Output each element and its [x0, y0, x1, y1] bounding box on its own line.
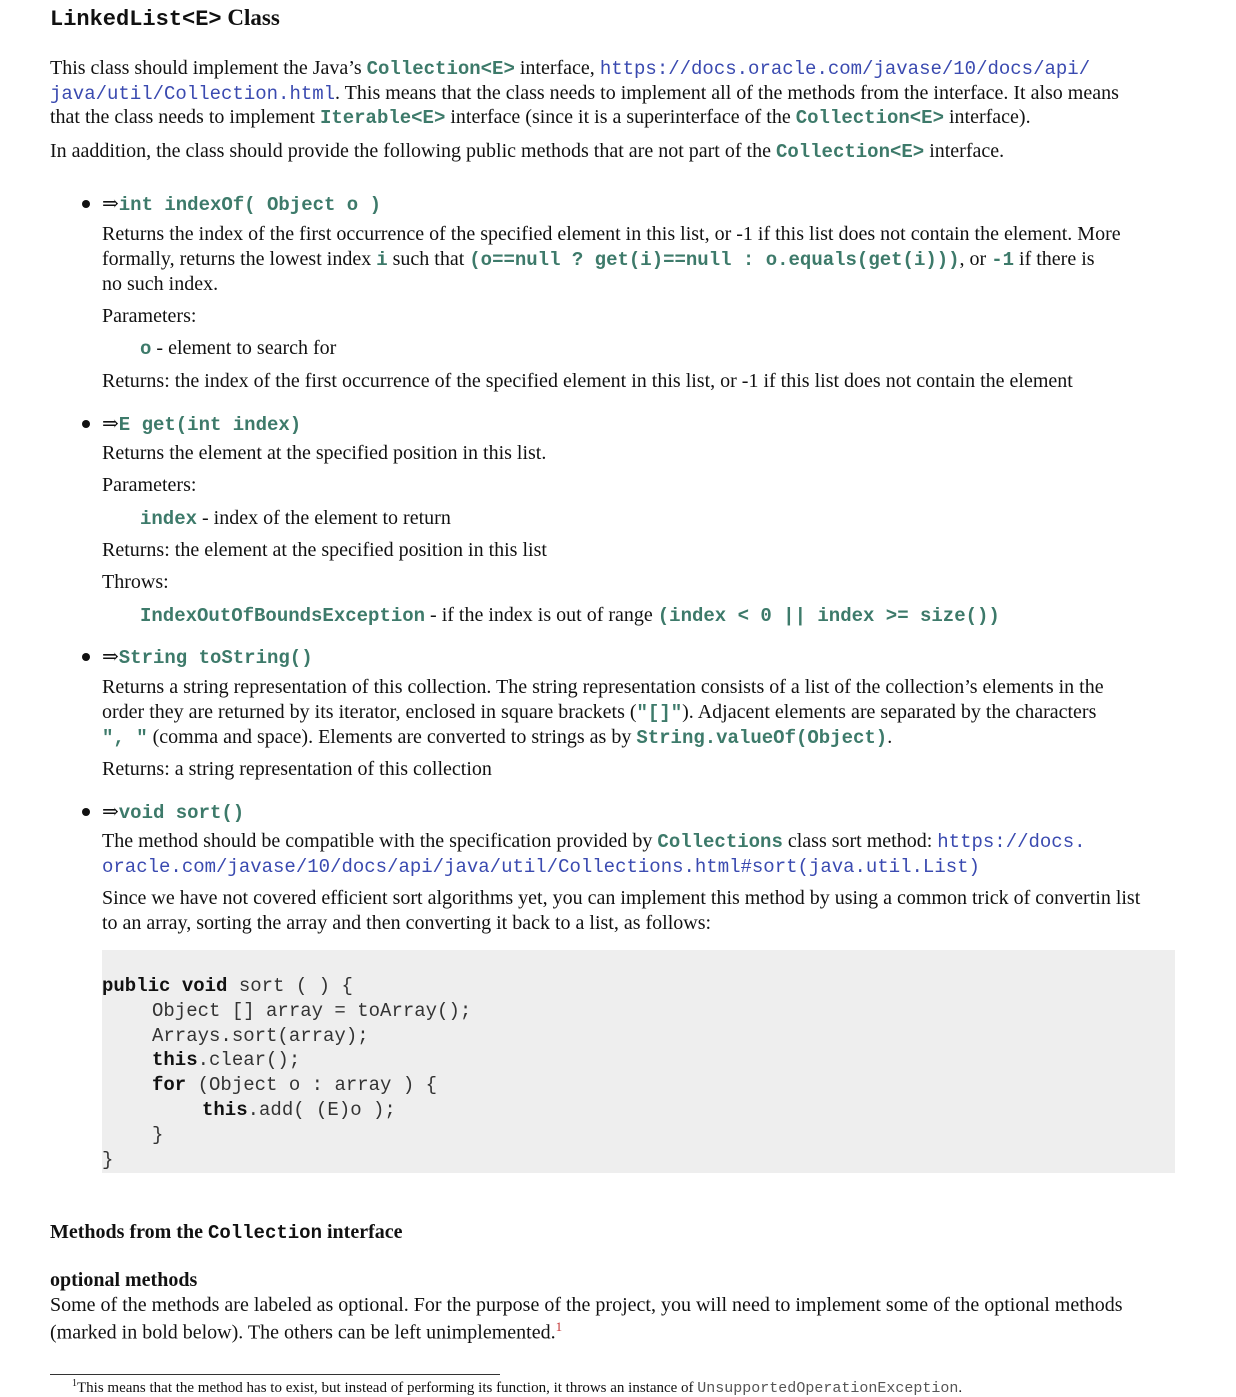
inline-code: (index < 0 || index >= size()) [657, 605, 1000, 627]
inline-code: Collection<E> [795, 107, 944, 129]
text: . [887, 726, 893, 748]
inline-code: ", " [102, 727, 148, 749]
text: order they are returned by its iterator, enclosed in square brackets ( [102, 701, 637, 723]
title-code: LinkedList<E> [50, 7, 222, 32]
text: such that [387, 248, 470, 270]
method-signature-sort [102, 799, 244, 824]
m1-desc-3: no such index. [102, 273, 219, 295]
inline-code: (o==null ? get(i)==null : o.equals(get(i))) [469, 249, 960, 271]
arrow-icon: ⇒ [102, 413, 119, 435]
footnote-text: This means that the method has to exist, but instead of performing its function, it throws an instance of [77, 1380, 698, 1396]
code-block [102, 950, 1175, 1173]
code-line [152, 1049, 300, 1071]
code-text: .add( (E)o ); [247, 1099, 396, 1121]
footnote-ref[interactable]: 1 [555, 1319, 563, 1334]
m3-desc-1: Returns a string representation of this collection. The string representation consists of a list of the collection’s elements in the [102, 676, 1104, 698]
method-signature-tostring [102, 644, 313, 669]
intro-text: interface (since it is a superinterface of the [445, 106, 796, 128]
section-heading [50, 1221, 403, 1244]
m3-desc-2 [102, 701, 1096, 724]
collection-doc-link-cont[interactable]: java/util/Collection.html [50, 83, 336, 105]
optional-text-2 [50, 1319, 562, 1345]
code-line: } [152, 1124, 164, 1146]
intro-text: In aaddition, the class should provide the following public methods that are not part of the [50, 140, 776, 162]
optional-text-1: Some of the methods are labeled as optional. For the purpose of the project, you will need to implement some of the optional methods [50, 1294, 1123, 1316]
intro-text: interface. [924, 140, 1005, 162]
heading-code: Collection [207, 1222, 322, 1244]
m1-desc-1: Returns the index of the first occurrence of the specified element in this list, or -1 if this list does not contain the element. More [102, 223, 1121, 245]
signature-code: void sort() [118, 802, 245, 824]
text: (marked in bold below). The others can be left unimplemented. [50, 1321, 556, 1344]
inline-code: "[]" [636, 702, 683, 724]
heading-text: interface [321, 1221, 403, 1243]
m2-param [140, 507, 451, 530]
signature-code: E get(int index) [118, 414, 302, 436]
inline-code: Iterable<E> [319, 107, 446, 129]
m4-desc-4: to an array, sorting the array and then converting it back to a list, as follows: [102, 912, 712, 934]
keyword: this [202, 1099, 248, 1121]
m1-desc-2 [102, 248, 1095, 271]
signature-code: String toString() [118, 647, 313, 669]
signature-code: int indexOf( Object o ) [118, 194, 382, 216]
code-line: Arrays.sort(array); [152, 1025, 369, 1047]
throws-desc: - if the index is out of range [425, 604, 658, 626]
intro-line-1 [50, 57, 1090, 80]
text: class sort method: [782, 830, 938, 852]
heading-text: Methods from the [50, 1221, 208, 1243]
arrow-icon: ⇒ [102, 801, 119, 823]
bullet [82, 653, 90, 661]
inline-code: Collection<E> [366, 58, 515, 80]
footnote-text: . [958, 1380, 963, 1396]
param-desc: - element to search for [151, 337, 337, 359]
param-name: o [140, 338, 152, 360]
footnote [72, 1378, 962, 1397]
bullet [82, 808, 90, 816]
text: The method should be compatible with the specification provided by [102, 830, 658, 852]
intro-line-3 [50, 106, 1031, 129]
inline-code: i [376, 249, 388, 271]
page-title [50, 5, 280, 32]
text: (comma and space). Elements are converted to strings as by [147, 726, 637, 748]
m4-desc-3: Since we have not covered efficient sort algorithms yet, you can implement this method by using a common trick of convertin list [102, 887, 1141, 909]
keyword: this [152, 1049, 198, 1071]
title-word: Class [227, 5, 280, 30]
m2-desc-1: Returns the element at the specified position in this list. [102, 442, 547, 464]
keyword: public void [102, 975, 228, 997]
intro-line-2 [50, 82, 1119, 105]
footnote-rule [50, 1374, 500, 1375]
method-signature-indexof [102, 191, 381, 216]
code-line [102, 975, 353, 997]
code-line [202, 1099, 396, 1121]
sort-doc-link-cont[interactable]: oracle.com/javase/10/docs/api/java/util/Collections.html#sort(java.util.List) [102, 856, 980, 878]
text: if there is [1014, 248, 1095, 270]
m3-returns: Returns: a string representation of this collection [102, 758, 492, 780]
intro-text: . This means that the class needs to implement all of the methods from the interface. It also means [335, 82, 1119, 104]
sort-doc-link[interactable]: https://docs. [937, 831, 1086, 853]
code-line: } [102, 1149, 114, 1171]
text: ). Adjacent elements are separated by the characters [682, 701, 1097, 723]
intro-text: interface). [943, 106, 1031, 128]
exception-name: IndexOutOfBoundsException [140, 605, 426, 627]
m1-returns: Returns: the index of the first occurrence of the specified element in this list, or -1 if this list does not contain the element [102, 370, 1073, 392]
intro-text: interface, [514, 57, 600, 79]
code-text: .clear(); [197, 1049, 301, 1071]
m4-desc-2 [102, 855, 980, 878]
param-desc: - index of the element to return [197, 507, 451, 529]
m2-throws-item [140, 604, 1000, 627]
inline-code: -1 [991, 249, 1015, 271]
arrow-icon: ⇒ [102, 193, 119, 215]
arrow-icon: ⇒ [102, 646, 119, 668]
m2-returns: Returns: the element at the specified position in this list [102, 539, 547, 561]
code-line: Object [] array = toArray(); [152, 1000, 472, 1022]
footnote-mark: 1 [72, 1378, 77, 1389]
collection-doc-link[interactable]: https://docs.oracle.com/javase/10/docs/api/ [599, 58, 1091, 80]
intro-line-4 [50, 140, 1004, 163]
m1-param [140, 337, 336, 360]
intro-text: that the class needs to implement [50, 106, 320, 128]
method-signature-get [102, 411, 301, 436]
text: formally, returns the lowest index [102, 248, 377, 270]
optional-heading: optional methods [50, 1269, 198, 1291]
m2-throws-label: Throws: [102, 571, 169, 593]
inline-code: String.valueOf(Object) [636, 727, 888, 749]
code-line [152, 1074, 437, 1096]
footnote-code: UnsupportedOperationException [697, 1380, 959, 1397]
m4-desc-1 [102, 830, 1086, 853]
bullet [82, 200, 90, 208]
code-text: (Object o : array ) { [186, 1074, 438, 1096]
bullet [82, 420, 90, 428]
m2-params-label: Parameters: [102, 474, 197, 496]
param-name: index [140, 508, 198, 530]
m3-desc-3 [102, 726, 892, 749]
keyword: for [152, 1074, 187, 1096]
intro-text: This class should implement the Java’s [50, 57, 367, 79]
text: , or [959, 248, 992, 270]
inline-code: Collection<E> [775, 141, 925, 163]
inline-code: Collections [657, 831, 783, 853]
m1-params-label: Parameters: [102, 305, 197, 327]
code-text: sort ( ) { [227, 975, 353, 997]
